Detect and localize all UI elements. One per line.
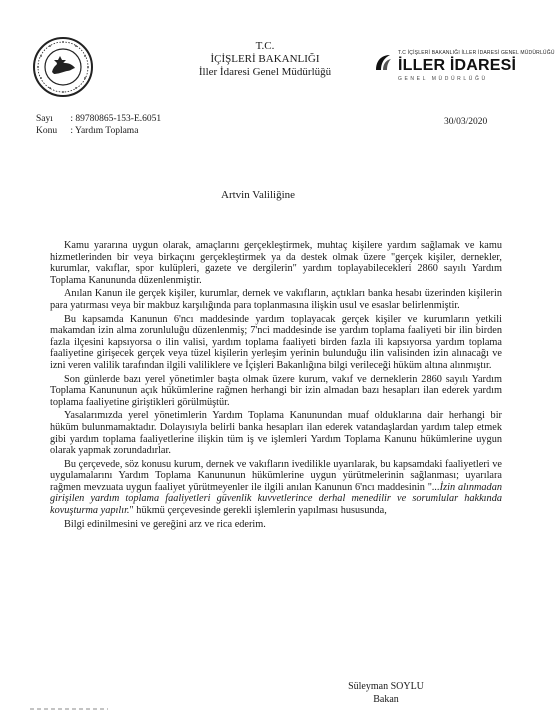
paragraph-6 bbox=[50, 459, 502, 517]
konu-value: : Yardım Toplama bbox=[70, 126, 139, 136]
iller-idaresi-logo-icon bbox=[372, 52, 394, 74]
letter-body bbox=[50, 240, 502, 532]
konu-row bbox=[36, 125, 161, 137]
logo-name: İLLER İDARESİ bbox=[398, 57, 517, 74]
closing: Bilgi edinilmesini ve gereğini arz ve rica ederim. bbox=[64, 518, 266, 530]
sayi-row bbox=[36, 113, 161, 125]
paragraph-6-quote: ...İzin alınmadan girişilen yardım toplama faaliyetleri güvenlik kuvvetlerince derhal menedilir ve sorumlular hakkında kovuşturma yapılır. bbox=[50, 481, 502, 517]
paragraph-5: Yasalarımızda yerel yönetimlerin Yardım Toplama Kanunundan muaf olduklarına dair herhangi bir hüküm bulunmamaktadır. Dolayısıyla belirli banka hesapları ilan ederek vatandaşlardan yardım talep etmek gibi yardım toplama faaliyetlerine ilişkin tüm iş ve işlemleri Yardım Toplama Kanunu hükümlerine uygun olarak yapmak zorundadırlar. bbox=[50, 410, 502, 457]
paragraph-4: Son günlerde bazı yerel yönetimler başta olmak üzere kurum, vakıf ve derneklerin 2860 sayılı Yardım Toplama Kanununun açık hükümlerine rağmen herhangi bir izin almadan bazı hesapları ilan ederek yardım toplama faaliyetine giriştikleri görülmüştür. bbox=[50, 373, 502, 408]
letterhead-line-2: İÇİŞLERİ BAKANLIĞI bbox=[210, 53, 320, 65]
document-date: 30/03/2020 bbox=[444, 117, 488, 127]
paragraph-3: Bu kapsamda Kanunun 6'ncı maddesinde yardım toplayacak gerçek kişiler ve kurumların yetkili makamdan izin alma zorunluluğu düzenlenmiş; 7'nci maddesinde ise yardım toplama faaliyeti bir ilin birden fazla ilçesini kapsıyorsa o ilin valisi, yardım toplama faaliyeti birden fazla ili kapsıyorsa yardım toplama faaliyetine girişecek gerçek veya tüzel kişilerin yerleşim yerinin bulunduğu ilin valisinden izin alınacağı ve izni veren valilik tarafından ilgili valiliklere ve İçişleri Bakanlığına bilgi verileceği hüküm altına alınmıştır. bbox=[50, 313, 502, 371]
paragraph-1: Kamu yararına uygun olarak, amaçlarını gerçekleştirmek, muhtaç kişilere yardım sağlamak ve kamu hizmetlerinden bir veya birkaçını gerçekleştirmek ya da destek olmak üzere "gerçek kişiler, dernekler, kurumlar, vakıflar, spor kulüpleri, gazete ve dergilerin" yardım toplayabilecekleri 2860 sayılı Yardım Toplama Kanununda düzenlenmiştir. bbox=[50, 240, 502, 286]
recipient: Artvin Valiliğine bbox=[221, 189, 296, 201]
paragraph-6-text: Bu çerçevede, söz konusu kurum, dernek ve vakıfların ivedilikle uyarılarak, bu kapsamdaki faaliyetleri ve uygulamalarını Yardım Toplama Kanununun hükümlerine uygun yürütmelerinin sağlanması; uyarılara rağmen mevzuata uygun faaliyet yürütmeyenler ile ilgili anılan Kanunun 6'ncı maddesinin " bbox=[50, 458, 502, 493]
sayi-label: Sayı bbox=[36, 114, 53, 124]
letterhead-line-1: T.C. bbox=[255, 40, 275, 52]
scan-artifact bbox=[30, 708, 110, 710]
letterhead bbox=[160, 40, 370, 79]
ministry-seal-icon bbox=[32, 36, 94, 98]
logo-subtitle: GENEL MÜDÜRLÜĞÜ bbox=[398, 76, 488, 82]
iller-idaresi-logo bbox=[372, 48, 555, 88]
paragraph-6-tail: " hükmü çerçevesinde gerekli işlemlerin yapılması hususunda, bbox=[129, 505, 387, 517]
signature-block bbox=[326, 680, 446, 706]
document-meta bbox=[36, 113, 161, 137]
paragraph-2: Anılan Kanun ile gerçek kişiler, kurumlar, dernek ve vakıfların, açtıkları banka hesabı üzerinden kişilerin para yatırması veya bir makbuz karşılığında para toplanmasına ilişkin usul ve esaslar belirlenmiştir. bbox=[50, 288, 502, 311]
konu-label: Konu bbox=[36, 126, 58, 136]
signer-name: Süleyman SOYLU bbox=[348, 681, 424, 692]
letterhead-line-3: İller İdaresi Genel Müdürlüğü bbox=[198, 66, 332, 78]
signer-title: Bakan bbox=[373, 694, 399, 705]
sayi-value: : 89780865-153-E.6051 bbox=[70, 114, 162, 124]
logo-small-text: T.C İÇİŞLERİ BAKANLIĞI İLLER İDARESİ GENEL MÜDÜRLÜĞÜ bbox=[398, 50, 555, 56]
